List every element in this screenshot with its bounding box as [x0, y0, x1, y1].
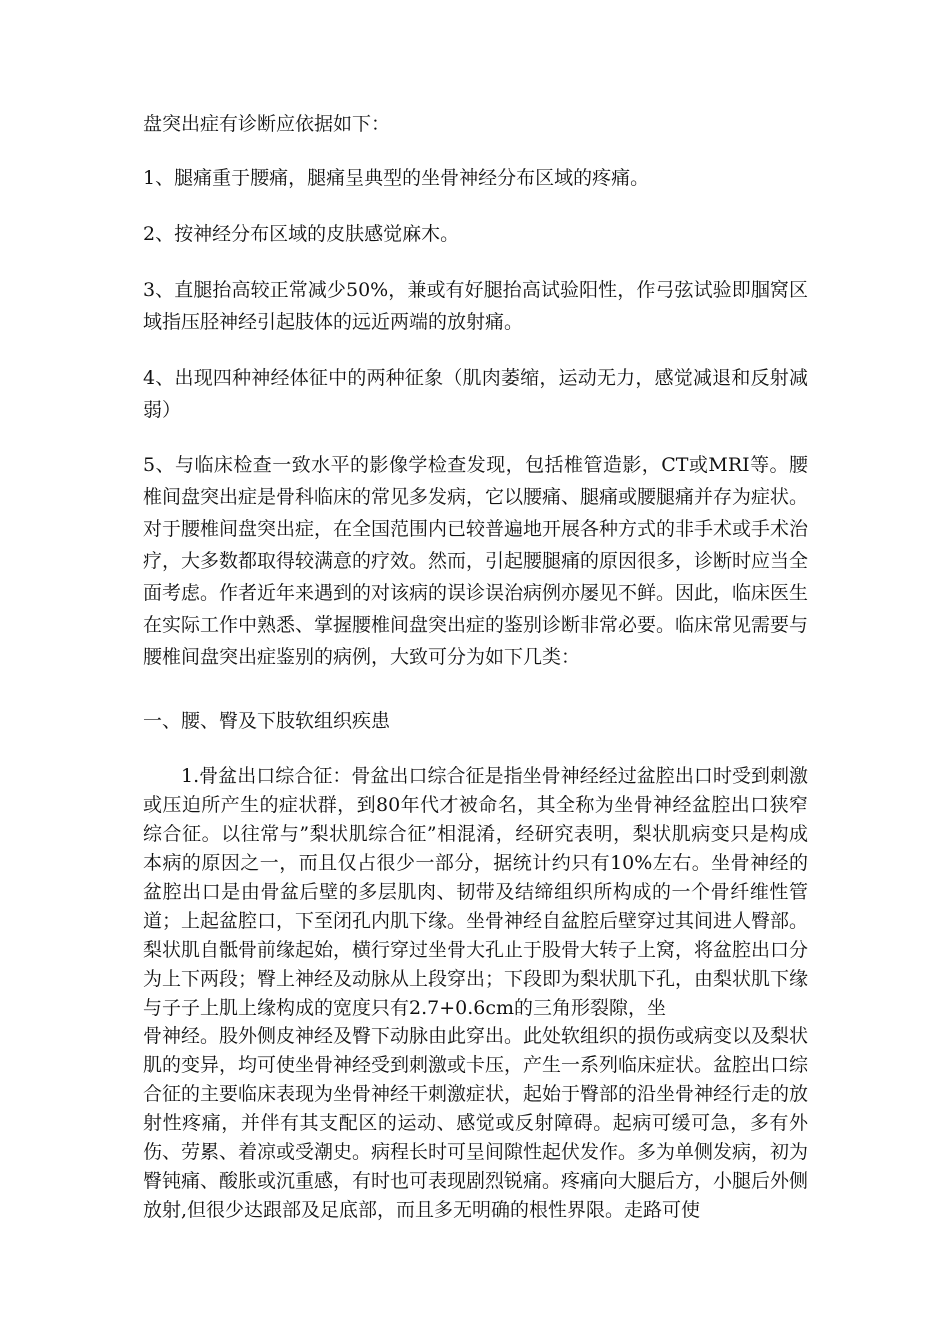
- criterion-1: 1、腿痛重于腰痛，腿痛呈典型的坐骨神经分布区域的疼痛。: [143, 167, 650, 189]
- criterion-5: 5、与临床检查一致水平的影像学检查发现，包括椎管造影，CT或MRI等。腰椎间盘突出症是骨科临床的常见多发病，它以腰痛、腿痛或腰腿痛并存为症状。对于腰椎间盘突出症，在全国范围内已较普遍地开展各种方式的非手术或手术治疗，大多数都取得较满意的疗效。然而，引起腰腿痛的原因很多，诊断时应当全面考虑。作者近年来遇到的对该病的误诊误治病例亦屡见不鲜。因此，临床医生在实际工作中熟悉、掌握腰椎间盘突出症的鉴别诊断非常必要。临床常见需要与腰椎间盘突出症鉴别的病例，大致可分为如下几类：: [143, 454, 809, 668]
- criterion-4: 4、出现四种神经体征中的两种征象（肌肉萎缩，运动无力，感觉减退和反射减弱）: [143, 367, 808, 421]
- body-paragraph-1: 1.骨盆出口综合征：骨盆出口综合征是指坐骨神经经过盆腔出口时受到刺激或压迫所产生的症状群，到80年代才被命名，其全称为坐骨神经盆腔出口狭窄综合征。以往常与”梨状肌综合征”相混淆，经研究表明，梨状肌病变只是构成本病的原因之一，而且仅占很少一部分，据统计约只有10%左右。坐骨神经的盆腔出口是由骨盆后壁的多层肌肉、韧带及结缔组织所构成的一个骨纤维性管道；上起盆腔口，下至闭孔内肌下缘。坐骨神经自盆腔后壁穿过其间进人臀部。梨状肌自骶骨前缘起始，横行穿过坐骨大孔止于股骨大转子上窝，将盆腔出口分为上下两段；臀上神经及动脉从上段穿出；下段即为梨状肌下孔，由梨状肌下缘与子子上肌上缘构成的宽度只有2.7+0.6cm的三角形裂隙，坐: [143, 765, 809, 1019]
- criterion-2: 2、按神经分布区域的皮肤感觉麻木。: [143, 223, 460, 245]
- section-heading: 一、腰、臀及下肢软组织疾患: [143, 710, 391, 732]
- criterion-3: 3、直腿抬高较正常减少50%，兼或有好腿抬高试验阳性，作弓弦试验即腘窝区域指压胫神经引起肢体的远近两端的放射痛。: [143, 279, 808, 333]
- body-paragraph-2: 骨神经。股外侧皮神经及臀下动脉由此穿出。此处软组织的损伤或病变以及梨状肌的变异，均可使坐骨神经受到刺激或卡压，产生一系列临床症状。盆腔出口综合征的主要临床表现为坐骨神经干刺激症状，起始于臀部的沿坐骨神经行走的放射性疼痛，并伴有其支配区的运动、感觉或反射障碍。起病可缓可急，多有外伤、劳累、着凉或受潮史。病程长时可呈间隙性起伏发作。多为单侧发病，初为臀钝痛、酸胀或沉重感，有时也可表现剧烈锐痛。疼痛向大腿后方，小腿后外侧放射,但很少达跟部及足底部，而且多无明确的根性界限。走路可使: [143, 1025, 809, 1221]
- intro-line: 盘突出症有诊断应依据如下：: [143, 113, 391, 135]
